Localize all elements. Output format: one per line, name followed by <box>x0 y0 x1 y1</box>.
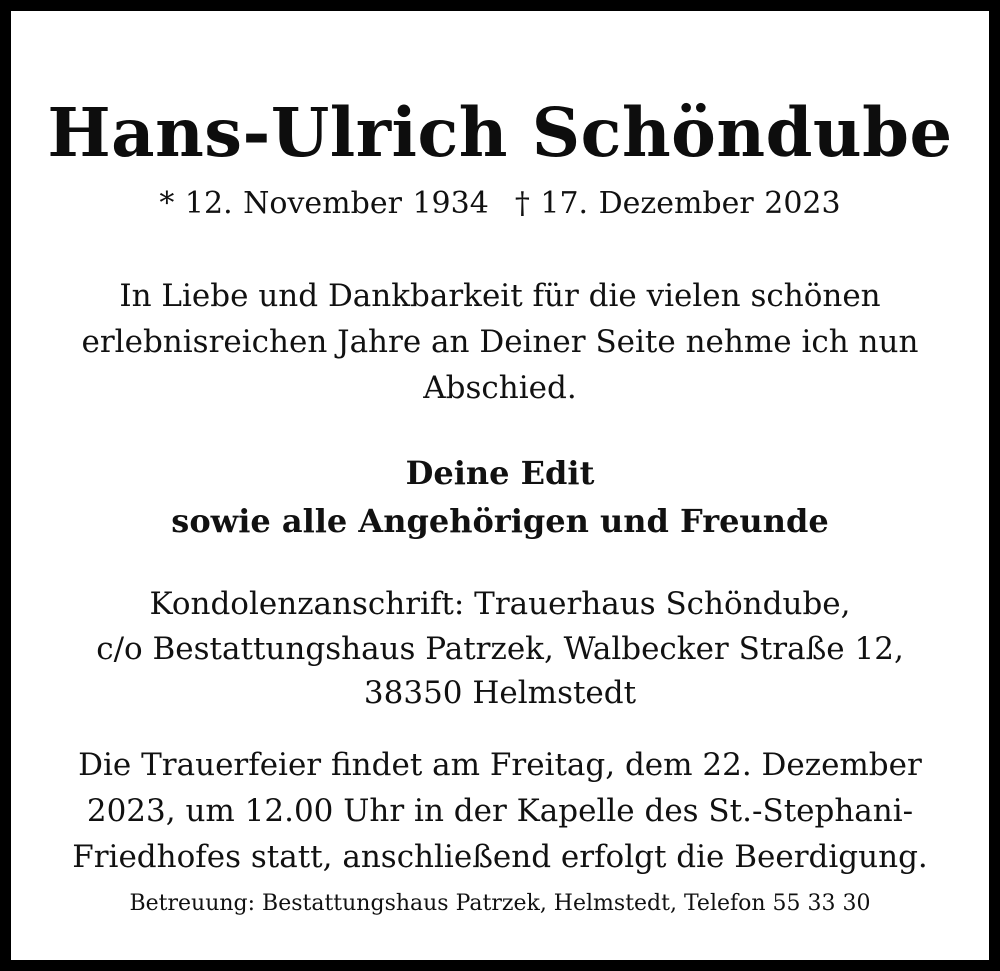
birth-date: * 12. November 1934 <box>159 186 489 221</box>
life-dates <box>11 186 989 221</box>
signature-line: sowie alle Angehörigen und Freunde <box>171 502 829 540</box>
tribute-line: Abschied. <box>423 370 577 406</box>
death-date: † 17. Dezember 2023 <box>514 186 841 221</box>
tribute-line: erlebnisreichen Jahre an Deiner Seite nehme ich nun <box>81 324 919 360</box>
signature-line: Deine Edit <box>405 454 595 492</box>
funeral-home-credit: Betreuung: Bestattungshaus Patrzek, Helmstedt, Telefon 55 33 30 <box>129 891 871 916</box>
service-info-line: 2023, um 12.00 Uhr in der Kapelle des St.-Stephani- <box>86 793 914 829</box>
condolence-address-line: Kondolenzanschrift: Trauerhaus Schöndube, <box>149 586 851 622</box>
condolence-address-line: c/o Bestattungshaus Patrzek, Walbecker Straße 12, <box>96 631 904 667</box>
condolence-address-line: 38350 Helmstedt <box>363 675 637 711</box>
deceased-name: Hans-Ulrich Schöndube <box>47 93 953 172</box>
tribute-line: In Liebe und Dankbarkeit für die vielen schönen <box>119 278 881 314</box>
service-info-line: Die Trauerfeier findet am Freitag, dem 22. Dezember <box>78 747 922 783</box>
service-info-line: Friedhofes statt, anschließend erfolgt die Beerdigung. <box>72 839 928 875</box>
